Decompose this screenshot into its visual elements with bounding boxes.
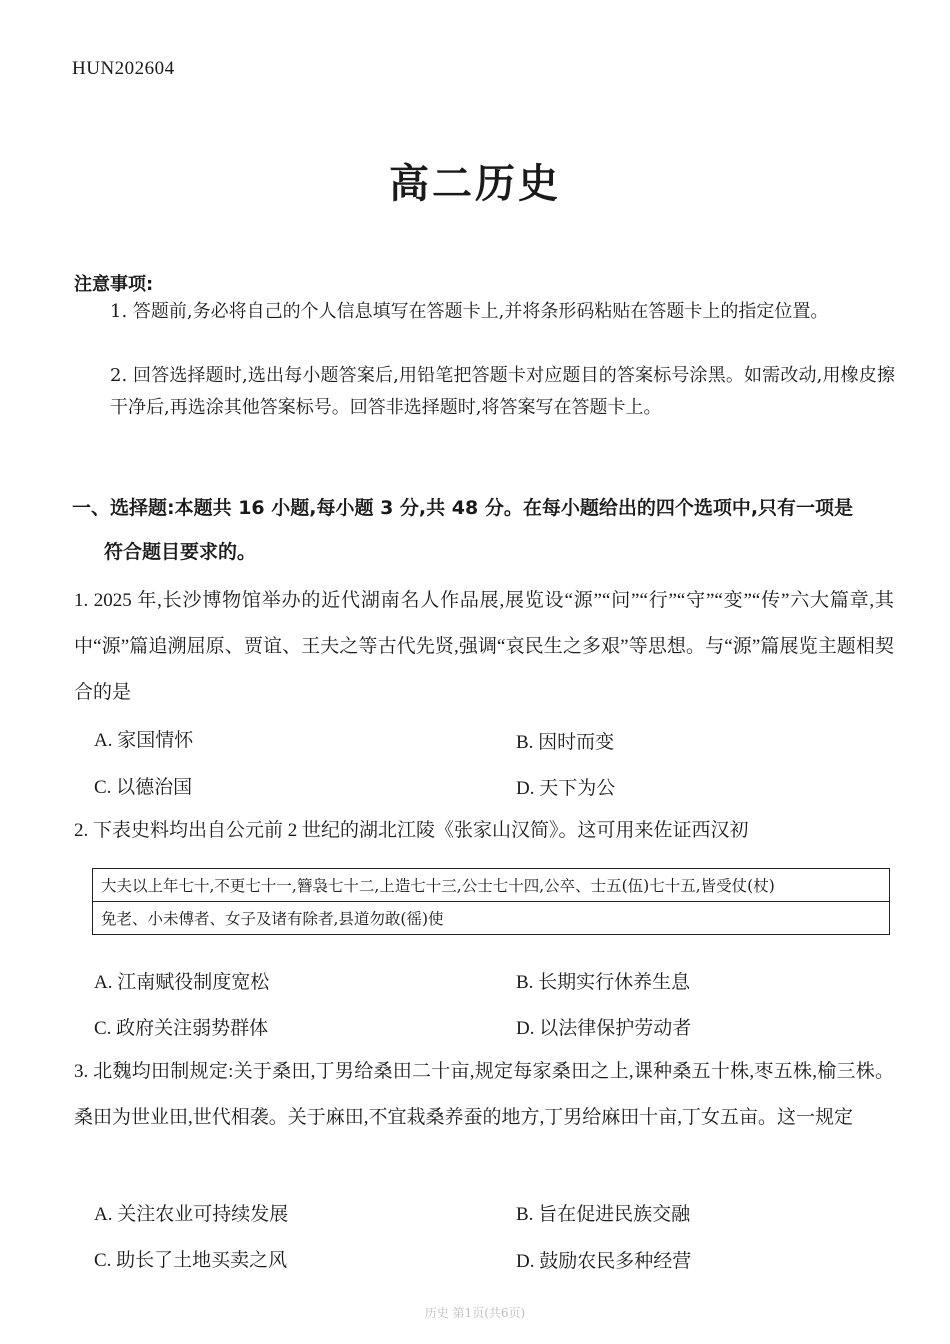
table-cell: 免老、小未傅者、女子及诸有除者,县道勿敢(徭)使 (93, 902, 890, 935)
section-heading-cont: 符合题目要求的。 (104, 541, 257, 563)
table-cell: 大夫以上年七十,不更七十一,簪袅七十二,上造七十三,公士七十四,公卒、士五(伍)七十五,皆受仗(杖) (93, 869, 890, 902)
question-1-stem: 1. 2025 年,长沙博物馆举办的近代湖南名人作品展,展览设“源”“问”“行”“守”“变”“传”六大篇章,其中“源”篇追溯屈原、贾谊、王夫之等古代先贤,强调“哀民生之多艰”等思想。与“源”篇展览主题相契合的是 (74, 590, 894, 703)
question-3-option-d: D. 鼓励农民多种经营 (516, 1251, 692, 1272)
table-row (93, 869, 890, 902)
notice-heading: 注意事项: (74, 274, 154, 295)
table-row (93, 902, 890, 935)
notice-item-2: 2. 回答选择题时,选出每小题答案后,用铅笔把答题卡对应题目的答案标号涂黑。如需改动,用橡皮擦干净后,再选涂其他答案标号。回答非选择题时,将答案写在答题卡上。 (110, 365, 895, 418)
section-heading: 一、选择题:本题共 16 小题,每小题 3 分,共 48 分。在每小题给出的四个选项中,只有一项是 (72, 497, 854, 519)
notice-item-1: 1. 答题前,务必将自己的个人信息填写在答题卡上,并将条形码粘贴在答题卡上的指定位置。 (110, 301, 829, 322)
question-2-stem: 2. 下表史料均出自公元前 2 世纪的湖北江陵《张家山汉简》。这可用来佐证西汉初 (74, 820, 749, 841)
page-footer: 历史 第1页(共6页) (424, 1306, 526, 1320)
exam-code: HUN202604 (72, 58, 175, 79)
question-3-stem: 3. 北魏均田制规定:关于桑田,丁男给桑田二十亩,规定每家桑田之上,课种桑五十株,枣五株,榆三株。桑田为世业田,世代相袭。关于麻田,不宜栽桑养蚕的地方,丁男给麻田十亩,丁女五亩。这一规定 (74, 1061, 894, 1128)
question-3-option-c: C. 助长了土地买卖之风 (94, 1250, 288, 1271)
question-1-option-d: D. 天下为公 (516, 778, 616, 799)
question-3-option-a: A. 关注农业可持续发展 (94, 1204, 289, 1225)
page-title: 高二历史 (389, 161, 561, 207)
question-2-option-d: D. 以法律保护劳动者 (516, 1018, 692, 1039)
question-2-option-c: C. 政府关注弱势群体 (94, 1018, 269, 1039)
question-3-option-b: B. 旨在促进民族交融 (516, 1204, 691, 1225)
question-2-option-a: A. 江南赋役制度宽松 (94, 972, 270, 993)
question-1-option-c: C. 以德治国 (94, 777, 193, 798)
question-1-option-a: A. 家国情怀 (94, 730, 194, 751)
question-1-option-b: B. 因时而变 (516, 732, 615, 753)
source-table (92, 868, 890, 935)
question-2-option-b: B. 长期实行休养生息 (516, 972, 691, 993)
